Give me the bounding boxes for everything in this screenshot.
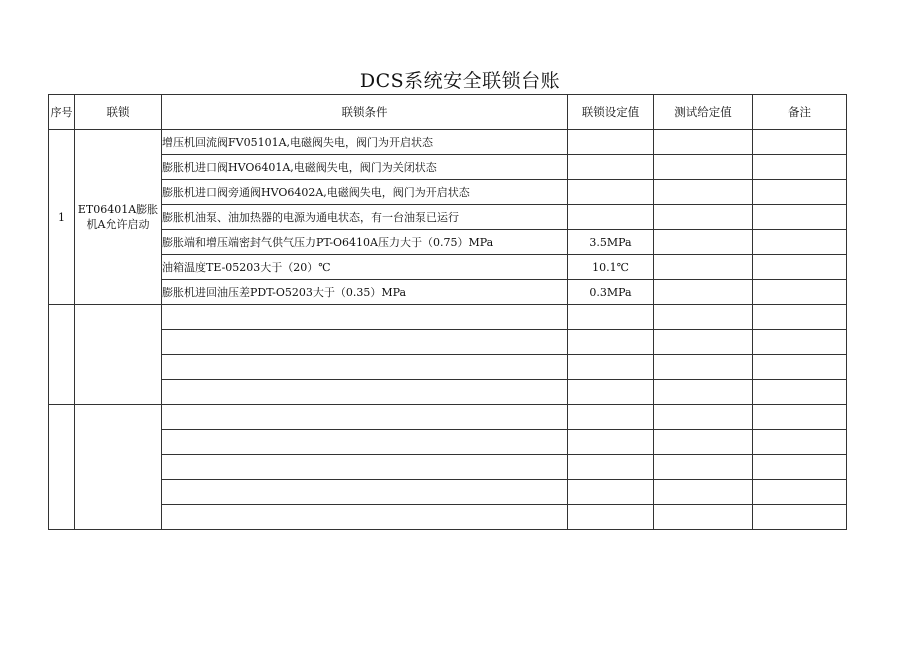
condition-cell: 膨胀机进口阀HVO6401A,电磁阀失电，阀门为关闭状态	[162, 155, 568, 180]
condition-cell	[162, 505, 568, 530]
test-value-cell	[654, 480, 753, 505]
header-set-value: 联锁设定值	[568, 95, 654, 130]
table-row	[49, 305, 847, 330]
test-value-cell	[654, 155, 753, 180]
table-row	[49, 155, 847, 180]
interlock-name-cell	[75, 405, 162, 530]
remark-cell	[753, 455, 847, 480]
test-value-cell	[654, 405, 753, 430]
remark-cell	[753, 355, 847, 380]
condition-cell	[162, 455, 568, 480]
condition-cell: 膨胀端和增压端密封气供气压力PT-O6410A压力大于（0.75）MPa	[162, 230, 568, 255]
remark-cell	[753, 230, 847, 255]
condition-cell: 增压机回流阀FV05101A,电磁阀失电，阀门为开启状态	[162, 130, 568, 155]
remark-cell	[753, 255, 847, 280]
table-row	[49, 380, 847, 405]
table-row	[49, 230, 847, 255]
condition-cell	[162, 305, 568, 330]
test-value-cell	[654, 505, 753, 530]
table-row	[49, 130, 847, 155]
condition-cell: 油箱温度TE-05203大于（20）℃	[162, 255, 568, 280]
header-row	[49, 95, 847, 130]
test-value-cell	[654, 330, 753, 355]
test-value-cell	[654, 455, 753, 480]
page-title: DCS系统安全联锁台账	[359, 70, 561, 92]
seq-cell	[49, 305, 75, 405]
set-value-cell	[568, 355, 654, 380]
table-row	[49, 205, 847, 230]
header-seq: 序号	[49, 95, 75, 130]
table-row	[49, 280, 847, 305]
set-value-cell	[568, 380, 654, 405]
set-value-cell	[568, 305, 654, 330]
remark-cell	[753, 505, 847, 530]
test-value-cell	[654, 255, 753, 280]
condition-cell	[162, 430, 568, 455]
interlock-ledger-table	[48, 94, 847, 530]
table-row	[49, 405, 847, 430]
ledger-body	[49, 130, 847, 530]
condition-cell	[162, 355, 568, 380]
table-row	[49, 355, 847, 380]
remark-cell	[753, 480, 847, 505]
remark-cell	[753, 180, 847, 205]
table-row	[49, 255, 847, 280]
remark-cell	[753, 155, 847, 180]
seq-cell	[49, 405, 75, 530]
test-value-cell	[654, 230, 753, 255]
interlock-name-cell	[75, 305, 162, 405]
set-value-cell	[568, 405, 654, 430]
condition-cell	[162, 480, 568, 505]
condition-cell: 膨胀机油泵、油加热器的电源为通电状态，有一台油泵已运行	[162, 205, 568, 230]
set-value-cell	[568, 205, 654, 230]
set-value-cell	[568, 505, 654, 530]
remark-cell	[753, 305, 847, 330]
table-row	[49, 455, 847, 480]
set-value-cell: 10.1℃	[568, 255, 654, 280]
condition-cell	[162, 330, 568, 355]
remark-cell	[753, 380, 847, 405]
set-value-cell	[568, 480, 654, 505]
test-value-cell	[654, 205, 753, 230]
condition-cell: 膨胀机进回油压差PDT-O5203大于（0.35）MPa	[162, 280, 568, 305]
remark-cell	[753, 330, 847, 355]
set-value-cell	[568, 130, 654, 155]
test-value-cell	[654, 430, 753, 455]
table-row	[49, 505, 847, 530]
table-row	[49, 180, 847, 205]
set-value-cell	[568, 180, 654, 205]
set-value-cell	[568, 330, 654, 355]
set-value-cell	[568, 430, 654, 455]
table-row	[49, 330, 847, 355]
set-value-cell: 3.5MPa	[568, 230, 654, 255]
test-value-cell	[654, 355, 753, 380]
test-value-cell	[654, 130, 753, 155]
condition-cell	[162, 380, 568, 405]
condition-cell: 膨胀机进口阀旁通阀HVO6402A,电磁阀失电，阀门为开启状态	[162, 180, 568, 205]
remark-cell	[753, 430, 847, 455]
header-condition: 联锁条件	[162, 95, 568, 130]
header-interlock: 联锁	[75, 95, 162, 130]
test-value-cell	[654, 280, 753, 305]
remark-cell	[753, 205, 847, 230]
test-value-cell	[654, 380, 753, 405]
remark-cell	[753, 280, 847, 305]
remark-cell	[753, 405, 847, 430]
test-value-cell	[654, 305, 753, 330]
table-row	[49, 430, 847, 455]
test-value-cell	[654, 180, 753, 205]
table-row	[49, 480, 847, 505]
seq-cell: 1	[49, 130, 75, 305]
set-value-cell: 0.3MPa	[568, 280, 654, 305]
condition-cell	[162, 405, 568, 430]
header-remark: 备注	[753, 95, 847, 130]
header-test-value: 测试给定值	[654, 95, 753, 130]
set-value-cell	[568, 455, 654, 480]
remark-cell	[753, 130, 847, 155]
interlock-name-cell: ET06401A膨胀机A允许启动	[75, 130, 162, 305]
set-value-cell	[568, 155, 654, 180]
